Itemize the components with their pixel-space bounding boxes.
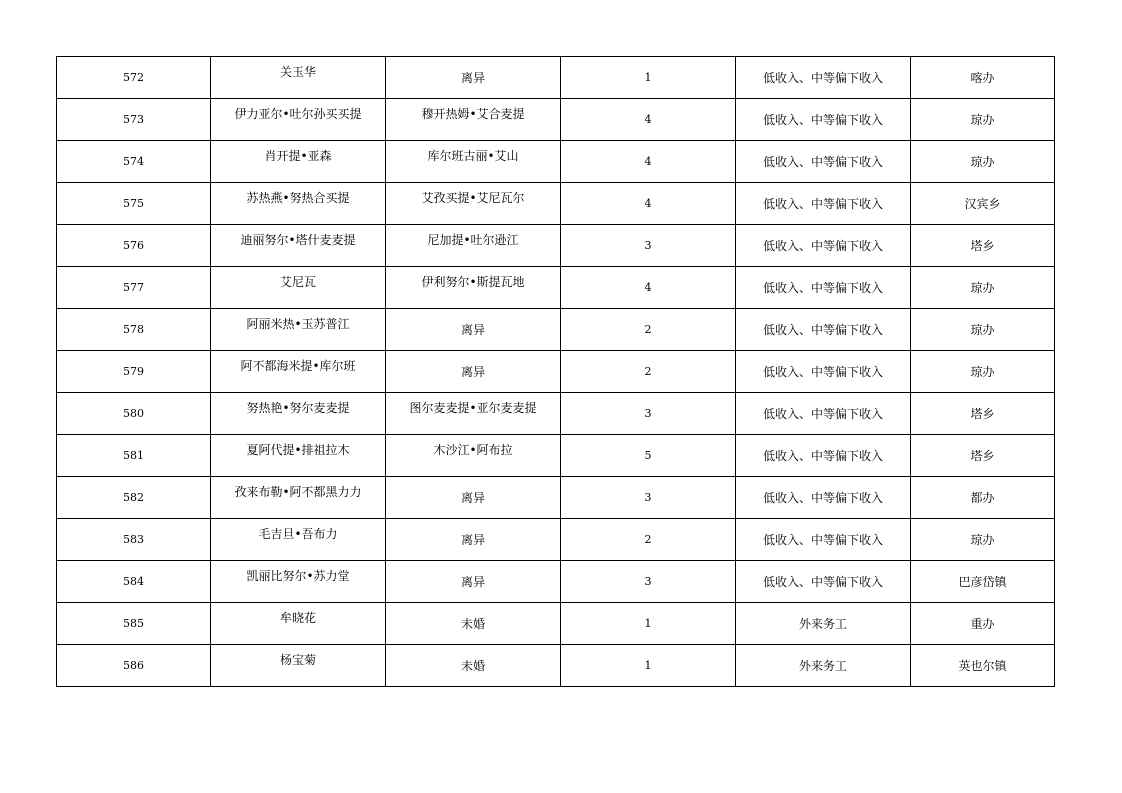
name-cell: 毛吉旦•吾布力 bbox=[211, 519, 386, 561]
household-count-cell: 1 bbox=[561, 645, 736, 687]
spouse-cell: 离异 bbox=[386, 561, 561, 603]
household-count-cell: 4 bbox=[561, 99, 736, 141]
name-cell: 阿不都海米提•库尔班 bbox=[211, 351, 386, 393]
household-count-cell: 3 bbox=[561, 561, 736, 603]
name-cell: 牟晓花 bbox=[211, 603, 386, 645]
income-category-cell: 低收入、中等偏下收入 bbox=[736, 99, 911, 141]
row-number-cell: 584 bbox=[57, 561, 211, 603]
table-row bbox=[57, 645, 1055, 687]
income-category-cell: 低收入、中等偏下收入 bbox=[736, 393, 911, 435]
spouse-cell: 离异 bbox=[386, 57, 561, 99]
income-category-cell: 低收入、中等偏下收入 bbox=[736, 141, 911, 183]
spouse-cell: 艾孜买提•艾尼瓦尔 bbox=[386, 183, 561, 225]
table-row bbox=[57, 561, 1055, 603]
table-row bbox=[57, 99, 1055, 141]
household-count-cell: 3 bbox=[561, 225, 736, 267]
office-cell: 琼办 bbox=[911, 267, 1055, 309]
name-cell: 肖开提•亚森 bbox=[211, 141, 386, 183]
name-cell: 杨宝菊 bbox=[211, 645, 386, 687]
row-number-cell: 585 bbox=[57, 603, 211, 645]
spouse-cell: 未婚 bbox=[386, 645, 561, 687]
row-number-cell: 576 bbox=[57, 225, 211, 267]
office-cell: 都办 bbox=[911, 477, 1055, 519]
name-cell: 努热艳•努尔麦麦提 bbox=[211, 393, 386, 435]
office-cell: 巴彦岱镇 bbox=[911, 561, 1055, 603]
office-cell: 琼办 bbox=[911, 351, 1055, 393]
spouse-cell: 伊利努尔•斯提瓦地 bbox=[386, 267, 561, 309]
name-cell: 关玉华 bbox=[211, 57, 386, 99]
data-table bbox=[56, 56, 1055, 687]
office-cell: 琼办 bbox=[911, 99, 1055, 141]
household-count-cell: 3 bbox=[561, 477, 736, 519]
name-cell: 阿丽米热•玉苏普江 bbox=[211, 309, 386, 351]
table-row bbox=[57, 225, 1055, 267]
row-number-cell: 573 bbox=[57, 99, 211, 141]
income-category-cell: 低收入、中等偏下收入 bbox=[736, 309, 911, 351]
table-row bbox=[57, 603, 1055, 645]
row-number-cell: 581 bbox=[57, 435, 211, 477]
office-cell: 英也尔镇 bbox=[911, 645, 1055, 687]
table-row bbox=[57, 393, 1055, 435]
row-number-cell: 586 bbox=[57, 645, 211, 687]
income-category-cell: 低收入、中等偏下收入 bbox=[736, 183, 911, 225]
income-category-cell: 低收入、中等偏下收入 bbox=[736, 435, 911, 477]
table-row bbox=[57, 351, 1055, 393]
income-category-cell: 外来务工 bbox=[736, 645, 911, 687]
office-cell: 塔乡 bbox=[911, 435, 1055, 477]
name-cell: 夏阿代提•排祖拉木 bbox=[211, 435, 386, 477]
office-cell: 塔乡 bbox=[911, 225, 1055, 267]
spouse-cell: 离异 bbox=[386, 351, 561, 393]
name-cell: 苏热燕•努热合买提 bbox=[211, 183, 386, 225]
table-row bbox=[57, 519, 1055, 561]
office-cell: 喀办 bbox=[911, 57, 1055, 99]
table-row bbox=[57, 267, 1055, 309]
income-category-cell: 低收入、中等偏下收入 bbox=[736, 561, 911, 603]
income-category-cell: 外来务工 bbox=[736, 603, 911, 645]
row-number-cell: 577 bbox=[57, 267, 211, 309]
table-row bbox=[57, 141, 1055, 183]
name-cell: 孜来布勒•阿不都黑力力 bbox=[211, 477, 386, 519]
table-row bbox=[57, 435, 1055, 477]
office-cell: 重办 bbox=[911, 603, 1055, 645]
name-cell: 伊力亚尔•吐尔孙买买提 bbox=[211, 99, 386, 141]
table-row bbox=[57, 57, 1055, 99]
household-count-cell: 2 bbox=[561, 309, 736, 351]
spouse-cell: 离异 bbox=[386, 309, 561, 351]
name-cell: 凯丽比努尔•苏力堂 bbox=[211, 561, 386, 603]
row-number-cell: 578 bbox=[57, 309, 211, 351]
row-number-cell: 582 bbox=[57, 477, 211, 519]
household-count-cell: 3 bbox=[561, 393, 736, 435]
spouse-cell: 离异 bbox=[386, 477, 561, 519]
spouse-cell: 图尔麦麦提•亚尔麦麦提 bbox=[386, 393, 561, 435]
household-count-cell: 2 bbox=[561, 519, 736, 561]
income-category-cell: 低收入、中等偏下收入 bbox=[736, 267, 911, 309]
household-count-cell: 4 bbox=[561, 141, 736, 183]
household-count-cell: 1 bbox=[561, 603, 736, 645]
office-cell: 琼办 bbox=[911, 519, 1055, 561]
row-number-cell: 575 bbox=[57, 183, 211, 225]
income-category-cell: 低收入、中等偏下收入 bbox=[736, 477, 911, 519]
spouse-cell: 尼加提•吐尔逊江 bbox=[386, 225, 561, 267]
office-cell: 塔乡 bbox=[911, 393, 1055, 435]
spouse-cell: 木沙江•阿布拉 bbox=[386, 435, 561, 477]
income-category-cell: 低收入、中等偏下收入 bbox=[736, 225, 911, 267]
office-cell: 琼办 bbox=[911, 141, 1055, 183]
row-number-cell: 572 bbox=[57, 57, 211, 99]
name-cell: 迪丽努尔•塔什麦麦提 bbox=[211, 225, 386, 267]
household-count-cell: 5 bbox=[561, 435, 736, 477]
spouse-cell: 库尔班古丽•艾山 bbox=[386, 141, 561, 183]
household-count-cell: 4 bbox=[561, 183, 736, 225]
income-category-cell: 低收入、中等偏下收入 bbox=[736, 519, 911, 561]
office-cell: 汉宾乡 bbox=[911, 183, 1055, 225]
spouse-cell: 离异 bbox=[386, 519, 561, 561]
income-category-cell: 低收入、中等偏下收入 bbox=[736, 57, 911, 99]
household-count-cell: 2 bbox=[561, 351, 736, 393]
spouse-cell: 穆开热姆•艾合麦提 bbox=[386, 99, 561, 141]
household-count-cell: 4 bbox=[561, 267, 736, 309]
spouse-cell: 未婚 bbox=[386, 603, 561, 645]
table-row bbox=[57, 309, 1055, 351]
row-number-cell: 580 bbox=[57, 393, 211, 435]
household-count-cell: 1 bbox=[561, 57, 736, 99]
table-row bbox=[57, 477, 1055, 519]
income-category-cell: 低收入、中等偏下收入 bbox=[736, 351, 911, 393]
table-row bbox=[57, 183, 1055, 225]
row-number-cell: 579 bbox=[57, 351, 211, 393]
name-cell: 艾尼瓦 bbox=[211, 267, 386, 309]
office-cell: 琼办 bbox=[911, 309, 1055, 351]
row-number-cell: 583 bbox=[57, 519, 211, 561]
row-number-cell: 574 bbox=[57, 141, 211, 183]
